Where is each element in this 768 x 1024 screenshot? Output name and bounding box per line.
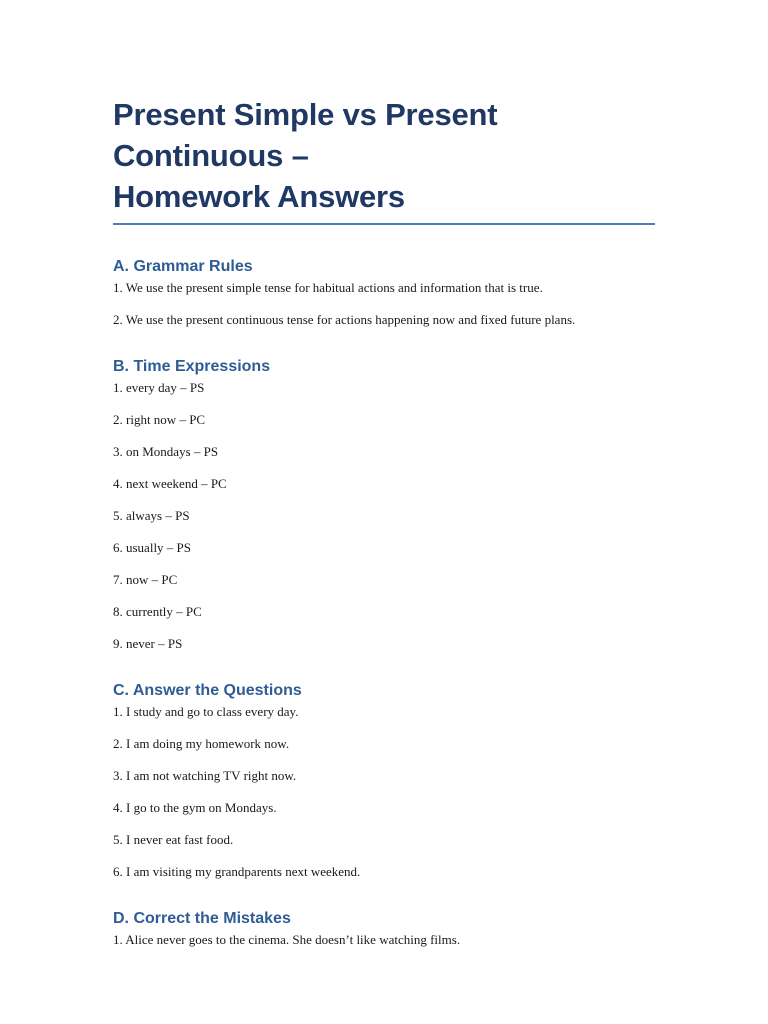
list-item: 5. I never eat fast food.: [113, 832, 234, 847]
section-heading: A. Grammar Rules: [113, 258, 253, 275]
section-c-answer-the-questions: [113, 681, 655, 880]
section-heading: C. Answer the Questions: [113, 682, 302, 699]
sections-container: [113, 257, 655, 948]
list-item: 2. I am doing my homework now.: [113, 736, 290, 751]
list-item: 2. We use the present continuous tense for actions happening now and fixed future plans.: [113, 312, 576, 327]
list-item: 1. We use the present simple tense for habitual actions and information that is true.: [113, 280, 543, 295]
list-item: 3. on Mondays – PS: [113, 444, 219, 459]
list-item: 2. right now – PC: [113, 412, 206, 427]
section-a-grammar-rules: [113, 257, 655, 328]
list-item: 5. always – PS: [113, 508, 190, 523]
document-title: [113, 94, 655, 225]
list-item: 3. I am not watching TV right now.: [113, 768, 297, 783]
title-line-1: Present Simple vs Present Continuous –: [113, 97, 498, 173]
section-heading: D. Correct the Mistakes: [113, 910, 291, 927]
list-item: 7. now – PC: [113, 572, 178, 587]
list-item: 8. currently – PC: [113, 604, 202, 619]
list-item: 1. Alice never goes to the cinema. She doesn’t like watching films.: [113, 932, 461, 947]
list-item: 4. I go to the gym on Mondays.: [113, 800, 277, 815]
document-page: [113, 94, 655, 948]
list-item: 1. I study and go to class every day.: [113, 704, 299, 719]
section-d-correct-the-mistakes: [113, 909, 655, 948]
section-b-time-expressions: [113, 357, 655, 652]
list-item: 4. next weekend – PC: [113, 476, 227, 491]
list-item: 6. I am visiting my grandparents next weekend.: [113, 864, 361, 879]
list-item: 1. every day – PS: [113, 380, 205, 395]
section-heading: B. Time Expressions: [113, 358, 271, 375]
list-item: 6. usually – PS: [113, 540, 192, 555]
list-item: 9. never – PS: [113, 636, 183, 651]
title-line-2: Homework Answers: [113, 179, 405, 214]
